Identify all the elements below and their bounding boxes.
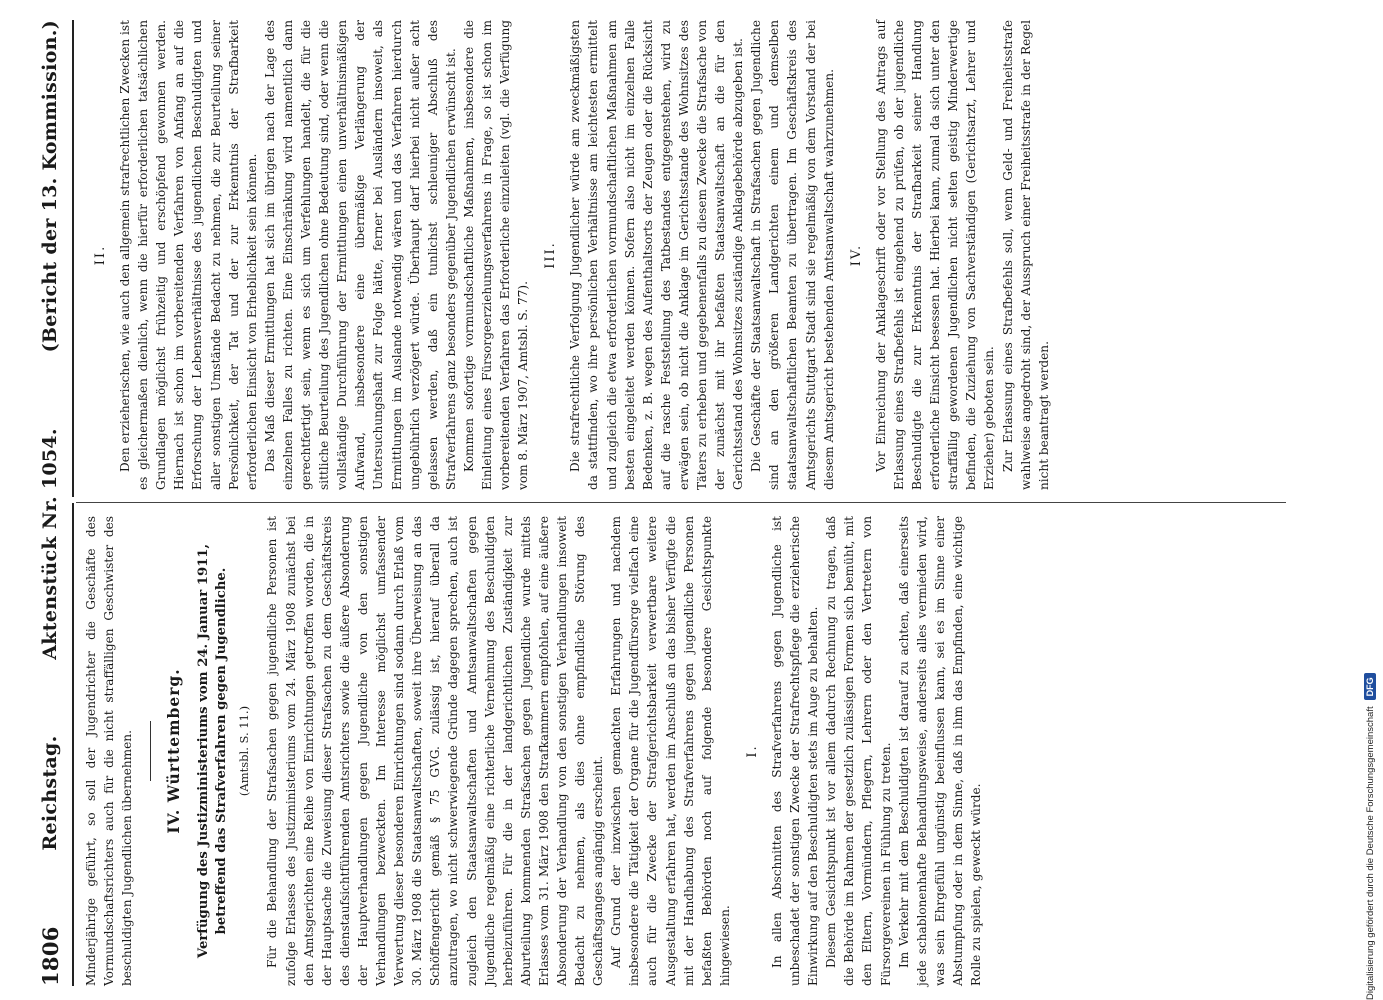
header-rule-right [72,20,74,497]
paragraph: Zur Erlassung eines Strafbefehls soll, wenn Geld- und Freiheitsstrafe wahlweise angedroht sind, der Ausspruch einer Freiheitsstrafe in der Regel nicht beantragt werden. [1000,20,1051,490]
decree-title: Verfügung des Justizministeriums vom 24. Januar 1911, betreffend das Strafverfahren gegen Jugendliche. [196,543,230,959]
column-divider [76,502,1286,503]
section-heading-wuerttemberg: IV. Württemberg. [164,668,184,834]
paragraph: Im Verkehr mit dem Beschuldigten ist darauf zu achten, daß einerseits jede schablonenhafte Behandlungsweise, anderseits alles vermieden wird, was sein Ehrgefühl ungünstig beeinflussen kann, sei es im Sinne einer Abstumpfung oder in dem Sinne, daß in ihm das Empfinden, eine wichtige Rolle zu spielen, geweckt würde. [896,516,984,986]
section-number-IV: IV. [848,243,864,267]
separator-rule [150,721,151,781]
section-number-I: I. [744,744,760,758]
paragraph: Den erzieherischen, wie auch den allgemein strafrechtlichen Zwecken ist es gleichermaßen dienlich, wenn die hierfür erforderlichen tatsächlichen Grundlagen möglichst frühzeitig und erschöpfend gewonnen werden. Hiernach ist schon im vorbereitenden Verfahren von Anfang an auf die Erforschung der Lebensverhältnisse des jugendlichen Beschuldigten und aller sonstigen Umstände Bedacht zu nehmen, die zur Beurteilung seiner Persönlichkeit, der Tat und der zur Erkenntnis der Strafbarkeit erforderlichen Einsicht von Erheblichkeit sein können. [118,20,259,490]
dfg-logo: DFG [1364,673,1376,700]
digitization-note: Digitalisierung gefördert durch die Deutsche Forschungsgemeinschaft [1364,706,1376,1000]
running-head [30,20,70,986]
paragraph: Das Maß dieser Ermittlungen hat sich im übrigen nach der Lage des einzelnen Falles zu richten. Eine Einschränkung wird namentlich dann gerechtfertigt sein, wenn es sich um Verfehlungen handelt, die für die sittliche Beurteilung des Jugendlichen ohne Bedeutung sind, oder wenn die vollständige Durchführung der Ermittlungen einen unverhältnismäßigen Aufwand, insbesondere eine übermäßige Verlängerung der Untersuchungshaft zur Folge hätte, ferner bei Ausländern insoweit, als Ermittlungen im Auslande notwendig wären und das Verfahren hierdurch ungebührlich verzögert würde. Überhaupt darf hierbei nicht außer acht gelassen werden, daß ein tunlichst schleuniger Abschluß des Strafverfahrens ganz besonders gegenüber Jugendlichen erwünscht ist. [262,20,458,490]
header-rule-left [72,503,74,986]
report-label: (Bericht der 13. Kommission.) [39,20,61,353]
paragraph: Diesem Gesichtspunkt ist vor allem dadurch Rechnung zu tragen, daß die Behörde im Rahmen der gesetzlich zulässigen Formen sich bemüht, mit den Eltern, Vormündern, Pflegern, Lehrern oder den Vertretern von Fürsorgevereinen in Fühlung zu treten. [824,516,893,986]
left-column [82,516,985,986]
section-number-II: II. [93,244,108,266]
opening-paragraph: Minderjährige geführt, so soll der Jugendrichter die Geschäfte des Vormundschaftsrichters auch für die nicht straffälligen Geschwister des beschuldigten Jugendlichen übernehmen. [84,516,135,986]
digitization-sidebar [1360,0,1380,1000]
citation: (Amtsbl. S. 11.) [237,705,252,797]
page-number: 1806 [37,926,63,986]
paragraph: Für die Behandlung der Strafsachen gegen jugendliche Personen ist zufolge Erlasses des Justizministeriums vom 24. März 1908 zunächst bei den Amtsgerichten eine Reihe von Einrichtungen getroffen worden, die in der Hauptsache die Zuweisung dieser Strafsachen zu dem Geschäftskreis des dienstaufsichtführenden Amtsrichters sowie die äußere Absonderung der Hauptverhandlungen gegen Jugendliche von den sonstigen Verhandlungen bezweckten. Im Interesse möglichst umfassender Verwertung dieser besonderen Einrichtungen sind sodann durch Erlaß vom 30. März 1908 die Staatsanwaltschaften, soweit ihre Überweisung an das Schöffengericht gemäß § 75 GVG. zulässig ist, hierauf überall da anzutragen, wo nicht schwerwiegende Gründe dagegen sprechen, auch ist zugleich den Staatsanwaltschaften und Amtsanwaltschaften gegen Jugendliche regelmäßig eine richterliche Vernehmung des Beschuldigten herbeizuführen. Für die in der landgerichtlichen Zuständigkeit zur Aburteilung kommenden Strafsachen gegen Jugendliche wurde mittels Erlasses vom 31. März 1908 den Strafkammern empfohlen, auf eine äußere Absonderung der Verhandlung von den sonstigen Verhandlungen insoweit Bedacht zu nehmen, als dies ohne empfindliche Störung des Geschäftsganges angängig erscheint. [265,516,606,986]
parliament-label: Reichstag. [39,735,61,851]
document-number: Aktenstück Nr. 1054. [39,428,61,660]
section-number-III: III. [543,241,559,269]
paragraph: In allen Abschnitten des Strafverfahrens gegen Jugendliche ist unbeschadet der sonstigen Zwecke der Strafrechtspflege die erzieherische Einwirkung auf den Beschuldigten stets im Auge zu behalten. [770,516,821,986]
paragraph: Vor Einreichung der Anklageschrift oder vor Stellung des Antrags auf Erlassung eines Strafbefehls ist eingehend zu prüfen, ob der jugendliche Beschuldigte die zur Erkenntnis der Strafbarkeit seiner Handlung erforderliche Einsicht besessen hat. Hierbei kann, zumal da sich unter den straffällig gewordenen Jugendlichen nicht selten geistig Minderwertige befinden, die Zuziehung von Sachverständigen (Gerichtsarzt, Lehrer und Erzieher) geboten sein. [873,20,997,490]
right-column [82,20,1053,490]
paragraph: Kommen sofortige vormundschaftliche Maßnahmen, insbesondere die Einleitung eines Fürsorgeerziehungsverfahrens in Frage, so ist schon im vorbereitenden Verfahren das Erforderliche einzuleiten (vgl. die Verfügung vom 8. März 1907, Amtsbl. S. 77). [461,20,531,490]
paragraph: Die Geschäfte der Staatsanwaltschaft in Strafsachen gegen Jugendliche sind an den größeren Landgerichten einem und demselben staatsanwaltschaftlichen Beamten zu übertragen. Im Geschäftskreis des Amtsgerichts Stuttgart Stadt sind sie regelmäßig von dem Vorstand der bei diesem Amtsgericht bestehenden Amtsanwaltschaft wahrzunehmen. [749,20,836,490]
paragraph: Auf Grund der inzwischen gemachten Erfahrungen und nachdem insbesondere die Tätigkeit der Organe für die Jugendfürsorge vielfach eine auch für die Zwecke der Strafgerichtsbarkeit verwertbare weitere Ausgestaltung erfahren hat, werden im Anschluß an das bisher Verfügte die mit der Handhabung des Strafverfahrens gegen jugendliche Personen befaßten Behörden noch auf folgende besondere Gesichtspunkte hingewiesen. [609,516,732,986]
paragraph: Die strafrechtliche Verfolgung Jugendlicher würde am zweckmäßigsten da stattfinden, wo ihre persönlichen Verhältnisse am leichtesten ermittelt und zugleich die etwa erforderlichen vormundschaftlichen Maßnahmen am besten eingeleitet werden können. Sofern also nicht im einzelnen Falle Bedenken, z. B. wegen des Aufenthaltsorts der Zeugen oder die Rücksicht auf die rasche Feststellung des Tatbestandes entgegenstehen, wird zu erwägen sein, ob nicht die Anklage im Gerichtsstande des Wohnsitzes des Täters zu erheben und gegebenenfalls zu diesem Zwecke die Strafsache von der zunächst mit ihr befaßten Staatsanwaltschaft an die für den Gerichtsstand des Wohnsitzes zuständige Anklagebehörde abzugeben ist. [568,20,746,490]
